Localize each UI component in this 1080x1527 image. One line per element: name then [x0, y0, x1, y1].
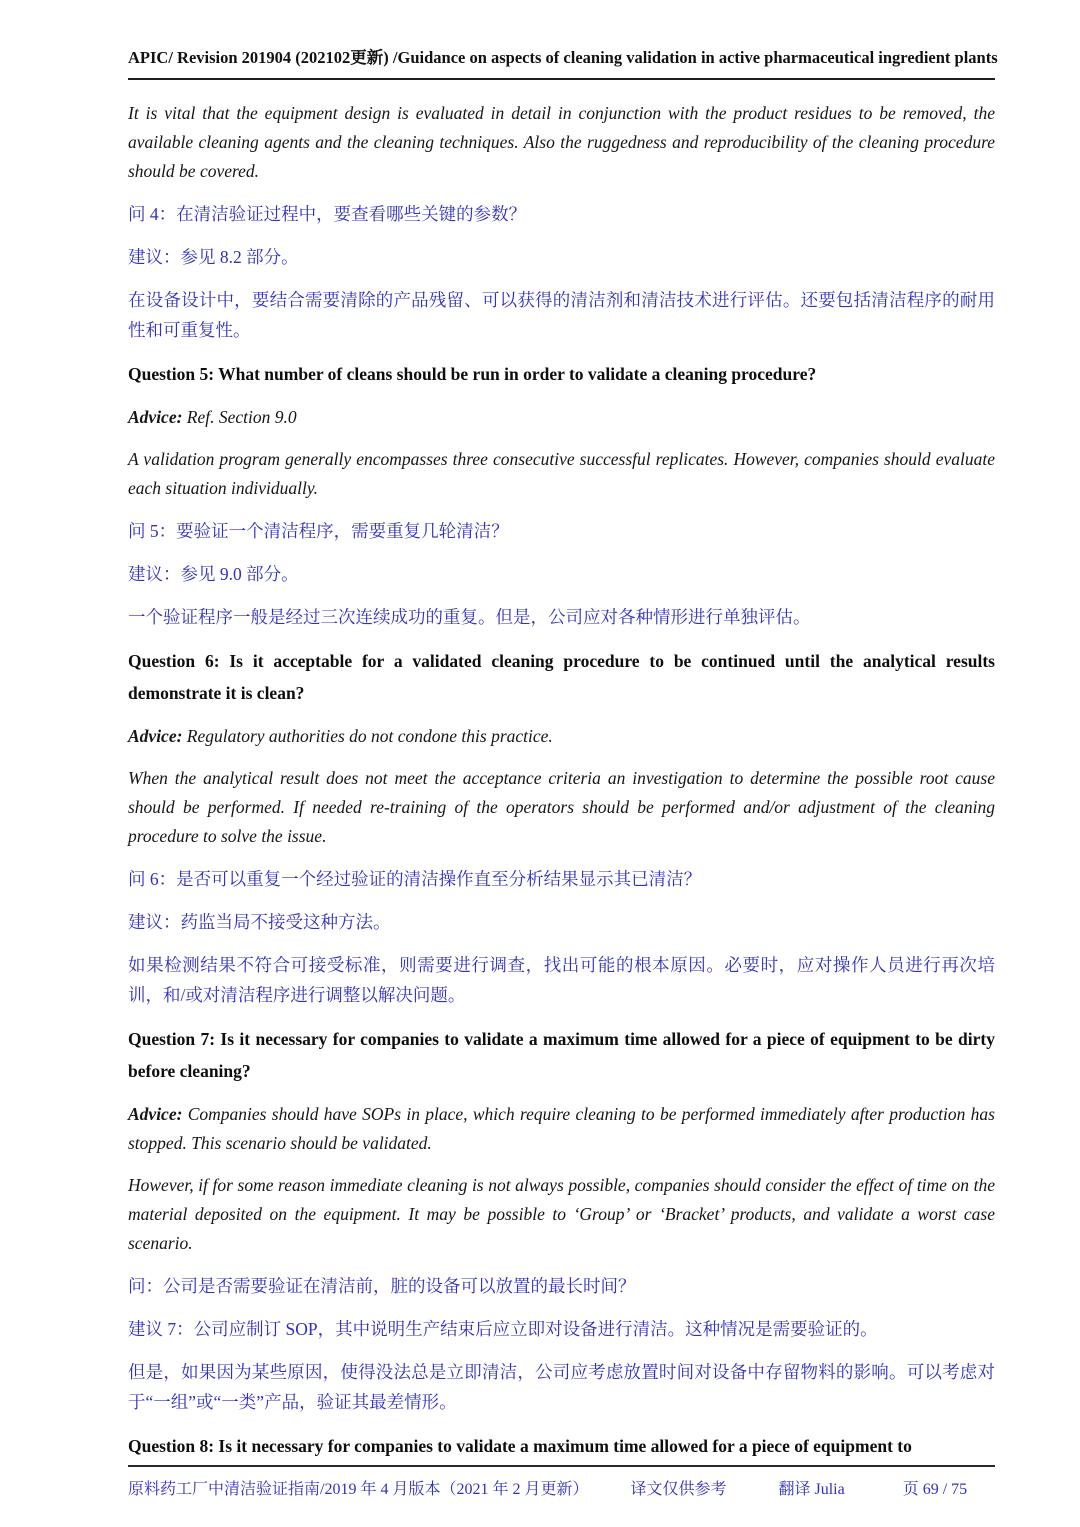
- answer-4-zh: 在设备设计中，要结合需要清除的产品残留、可以获得的清洁剂和清洁技术进行评估。还要包括清洁程序的耐用性和可重复性。: [128, 290, 995, 340]
- document-body: [0, 80, 1080, 1462]
- footer-page-number: 页 69 / 75: [902, 1481, 968, 1498]
- question-5-zh: 问 5：要验证一个清洁程序，需要重复几轮清洁？: [128, 521, 509, 541]
- advice-4-zh: 建议：参见 8.2 部分。: [128, 247, 299, 267]
- question-7-zh: 问：公司是否需要验证在清洁前，脏的设备可以放置的最长时间？: [128, 1276, 636, 1296]
- intro-paragraph-en: It is vital that the equipment design is evaluated in detail in conjunction with the product residues to be removed, the available cleaning agents and the cleaning techniques. Also the ruggedness and reproducibility of the cleaning procedure should be covered.: [128, 103, 995, 181]
- advice-5-zh: 建议：参见 9.0 部分。: [128, 564, 299, 584]
- advice-6-zh: 建议：药监当局不接受这种方法。: [128, 912, 391, 932]
- advice-5-text: Ref. Section 9.0: [186, 407, 297, 427]
- footer-doc-title: 原料药工厂中清洁验证指南/2019 年 4 月版本（2021 年 2 月更新）: [128, 1481, 589, 1498]
- advice-label: Advice:: [128, 726, 183, 746]
- footer-translator: 翻译 Julia: [778, 1481, 845, 1498]
- advice-7-text: Companies should have SOPs in place, which require cleaning to be performed immediately after production has stopped. This scenario should be validated.: [128, 1104, 995, 1153]
- page-header: [0, 0, 1080, 80]
- advice-6-text: Regulatory authorities do not condone this practice.: [186, 726, 553, 746]
- answer-7-zh: 但是，如果因为某些原因，使得没法总是立即清洁，公司应考虑放置时间对设备中存留物料的影响。可以考虑对于“一组”或“一类”产品，验证其最差情形。: [128, 1362, 995, 1412]
- advice-label: Advice:: [128, 407, 183, 427]
- answer-6-paragraph-en: When the analytical result does not meet the acceptance criteria an investigation to determine the possible root cause should be performed. If needed re-training of the operators should be performed and/or adjustment of the cleaning procedure to solve the issue.: [128, 768, 995, 846]
- question-6-zh: 问 6：是否可以重复一个经过验证的清洁操作直至分析结果显示其已清洁？: [128, 869, 702, 889]
- question-6-heading-en: Question 6: Is it acceptable for a validated cleaning procedure to be continued until the analytical results demonstrate it is clean?: [128, 651, 995, 703]
- question-4-zh: 问 4：在清洁验证过程中，要查看哪些关键的参数？: [128, 204, 527, 224]
- question-8-heading-en: Question 8: Is it necessary for companies to validate a maximum time allowed for a piece of equipment to: [128, 1436, 912, 1456]
- answer-6-zh: 如果检测结果不符合可接受标准，则需要进行调查，找出可能的根本原因。必要时，应对操作人员进行再次培训，和/或对清洁程序进行调整以解决问题。: [128, 955, 995, 1005]
- question-5-heading-en: Question 5: What number of cleans should be run in order to validate a cleaning procedure?: [128, 364, 817, 384]
- answer-7-paragraph-en: However, if for some reason immediate cleaning is not always possible, companies should consider the effect of time on the material deposited on the equipment. It may be possible to ‘Group’ or ‘Bracket’ products, and validate a worst case scenario.: [128, 1175, 995, 1253]
- page-footer: [128, 1465, 995, 1501]
- advice-6-en: [128, 722, 995, 751]
- advice-5-en: [128, 403, 995, 432]
- advice-7-en: [128, 1100, 995, 1158]
- question-7-heading-en: Question 7: Is it necessary for companies to validate a maximum time allowed for a piece of equipment to be dirty before cleaning?: [128, 1029, 995, 1081]
- footer-note: 译文仅供参考: [630, 1481, 727, 1498]
- answer-5-paragraph-en: A validation program generally encompasses three consecutive successful replicates. However, companies should evaluate each situation individually.: [128, 449, 995, 498]
- advice-label: Advice:: [128, 1104, 183, 1124]
- advice-7-zh: 建议 7：公司应制订 SOP，其中说明生产结束后应立即对设备进行清洁。这种情况是需要验证的。: [128, 1319, 878, 1339]
- footer-text-row: [128, 1467, 995, 1501]
- answer-5-zh: 一个验证程序一般是经过三次连续成功的重复。但是，公司应对各种情形进行单独评估。: [128, 607, 811, 627]
- header-title: APIC/ Revision 201904 (202102更新) /Guidance on aspects of cleaning validation in active pharmaceutical ingredient plants: [128, 46, 995, 80]
